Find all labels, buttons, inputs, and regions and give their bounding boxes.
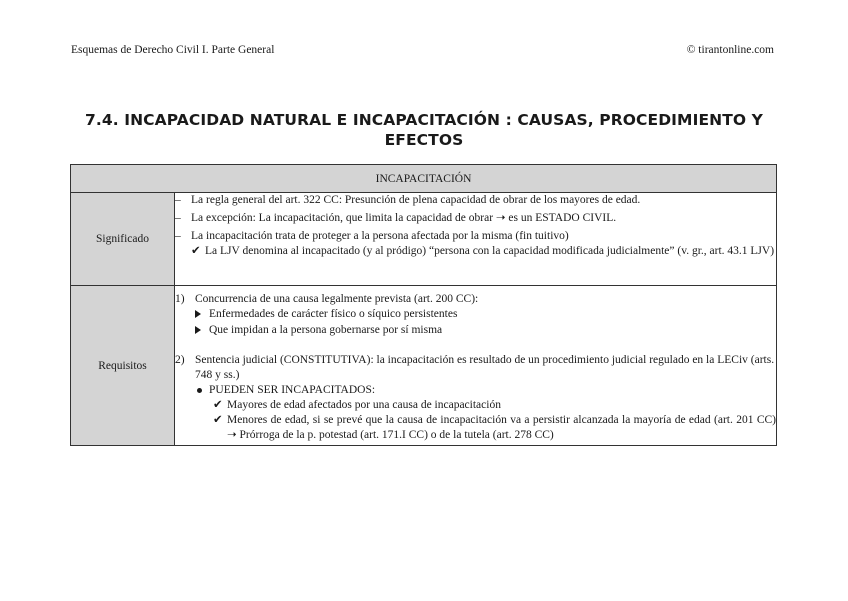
table-row-requisitos: [71, 286, 777, 446]
running-header-copyright: © tirantonline.com: [686, 44, 774, 56]
list-item-text: Menores de edad, si se prevé que la causa de incapacitación va a persistir alcanzada la mayoría de edad (art. 201 CC) ➝ Prórroga de la p. potestad (art. 171.I CC) o de la tutela (art. 278 CC): [227, 414, 776, 441]
row-label-significado: Significado: [71, 193, 175, 286]
list-item: [175, 413, 776, 443]
list-item-text: La incapacitación trata de proteger a la persona afectada por la misma (fin tuitivo): [191, 230, 569, 242]
list-item: [175, 353, 776, 383]
list-item-text: Enfermedades de carácter físico o síquico persistentes: [209, 308, 458, 320]
list-item: [175, 244, 776, 259]
check-icon: ✔: [191, 245, 201, 257]
list-item: [175, 323, 776, 339]
list-item-text: Mayores de edad afectados por una causa de incapacitación: [227, 399, 501, 411]
running-header-title: Esquemas de Derecho Civil I. Parte General: [71, 44, 275, 56]
dash-marker: –: [175, 212, 181, 224]
list-item-text: Que impidan a la persona gobernarse por sí misma: [209, 324, 443, 336]
list-item: [175, 292, 776, 307]
list-item: [175, 229, 776, 244]
table-row-significado: [71, 193, 777, 286]
list-item: [175, 383, 776, 398]
incapacitacion-table: [70, 164, 777, 446]
list-item-text: Sentencia judicial (CONSTITUTIVA): la incapacitación es resultado de un procedimiento judicial regulado en la LECiv (arts. 748 y ss.): [195, 354, 775, 381]
list-item: [175, 307, 776, 323]
list-item-text: La excepción: La incapacitación, que limita la capacidad de obrar ➝ es un ESTADO CIVIL.: [191, 212, 617, 224]
list-item-text: La LJV denomina al incapacitado (y al pródigo) “persona con la capacidad modificada judicialmente” (v. gr., art. 43.1 LJV): [205, 245, 775, 257]
dash-marker: –: [175, 230, 181, 242]
list-item-text: PUEDEN SER INCAPACITADOS:: [209, 384, 376, 396]
dash-marker: –: [175, 194, 181, 206]
triangle-bullet-icon: [195, 310, 201, 318]
table-heading: INCAPACITACIÓN: [71, 165, 777, 193]
significado-content: [175, 193, 777, 286]
requisitos-content: [175, 286, 777, 446]
table-header-row: [71, 165, 777, 193]
section-title: 7.4. INCAPACIDAD NATURAL E INCAPACITACIÓN : CAUSAS, PROCEDIMIENTO Y EFECTOS: [85, 111, 763, 149]
check-icon: ✔: [213, 414, 223, 426]
item-number: 2): [175, 354, 185, 366]
list-item-text: La regla general del art. 322 CC: Presunción de plena capacidad de obrar de los mayores de edad.: [191, 194, 641, 206]
triangle-bullet-icon: [195, 326, 201, 334]
list-item-text: Concurrencia de una causa legalmente prevista (art. 200 CC):: [195, 293, 479, 305]
list-item: [175, 211, 776, 226]
bullet-dot-icon: [197, 388, 202, 393]
check-icon: ✔: [213, 399, 223, 411]
row-label-requisitos: Requisitos: [71, 286, 175, 446]
list-item: [175, 193, 776, 208]
list-item: [175, 398, 776, 413]
item-number: 1): [175, 293, 185, 305]
